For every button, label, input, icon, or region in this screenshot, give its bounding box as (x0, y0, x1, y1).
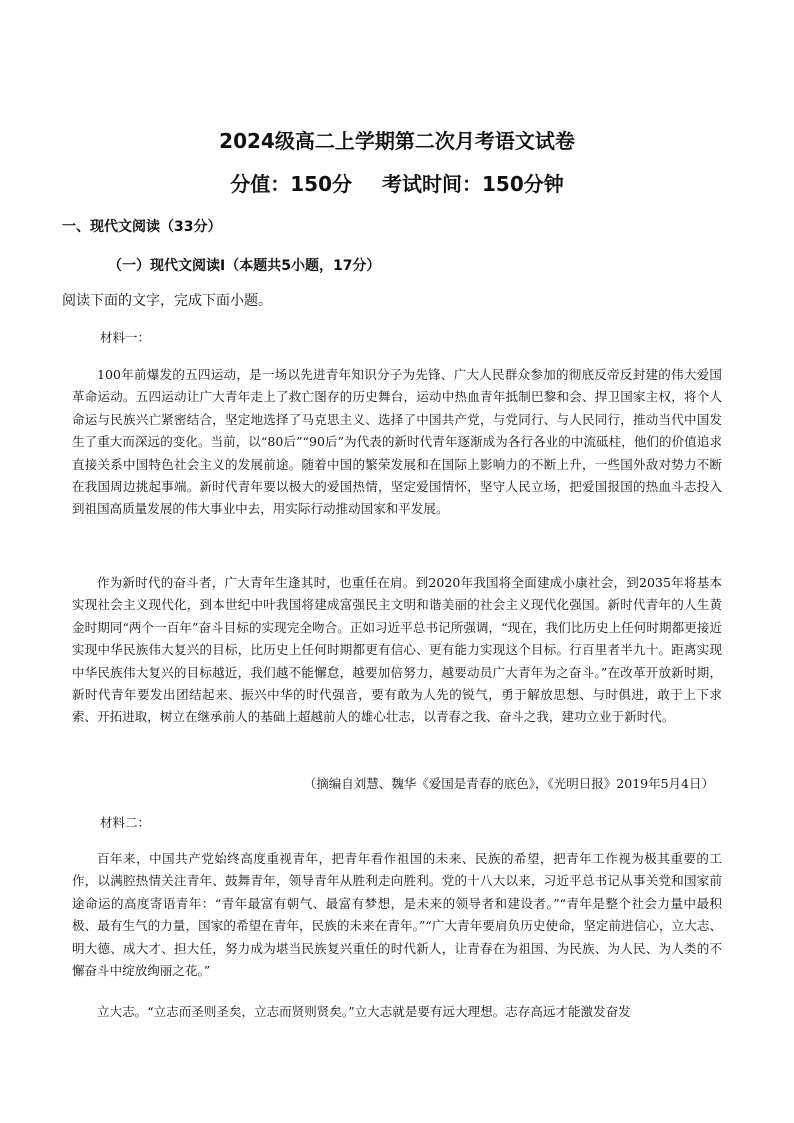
exam-title: 2024级高二上学期第二次月考语文试卷 (219, 129, 575, 153)
score-label: 分值：150分 (230, 172, 352, 196)
time-label: 考试时间：150分钟 (382, 172, 564, 196)
material-1-source: （摘编自刘慧、魏华《爱国是青春的底色》，《光明日报》2019年5月4日） (303, 776, 714, 791)
material-1-paragraph: 100年前爆发的五四运动，是一场以先进青年知识分子为先锋、广大人民群众参加的彻底反帝反封建的伟大爱国革命运动。五四运动让广大青年走上了救亡图存的历史舞台，运动中热血青年抵制巴黎和会、捍卫国家主权，将个人命运与民族兴亡紧密结合，坚定地选择了马克思主义、选择了中国共产党，与党同行、与人民同行，推动当代中国发生了重大而深远的变化。当前，以“80后”“90后”为代表的新时代青年逐渐成为各行各业的中流砥柱，他们的价值追求直接关系中国特色社会主义的发展前途。随着中国的繁荣发展和在国际上影响力的不断上升，一些国外敌对势力不断在我国周边挑起事端。新时代青年要以极大的爱国热情，坚定爱国情怀，坚守人民立场，把爱国报国的热血斗志投入到祖国高质量发展的伟大事业中去，用实际行动推动国家和平发展。 (72, 367, 722, 517)
material-2-label: 材料二： (100, 815, 151, 830)
exam-meta (0, 168, 794, 197)
sub-heading: （一）现代文阅读Ⅰ（本题共5小题，17分） (108, 258, 381, 274)
section-heading: 一、现代文阅读（33分） (62, 219, 222, 235)
material-2-paragraph: 百年来，中国共产党始终高度重视青年，把青年看作祖国的未来、民族的希望，把青年工作视为极其重要的工作，以满腔热情关注青年、鼓舞青年，领导青年从胜利走向胜利。党的十八大以来，习近平总书记从事关党和国家前途命运的高度寄语青年：“青年最富有朝气、最富有梦想，是未来的领导者和建设者。”“青年是整个社会力量中最积极、最有生气的力量，国家的希望在青年，民族的未来在青年。”“广大青年要肩负历史使命，坚定前进信心，立大志、明大德、成大才、担大任，努力成为堪当民族复兴重任的时代新人，让青春在为祖国、为民族、为人民、为人类的不懈奋斗中绽放绚丽之花。” (72, 851, 722, 979)
material-1-label: 材料一： (100, 330, 151, 345)
material-2-paragraph: 立大志。“立志而圣则圣矣，立志而贤则贤矣。”立大志就是要有远大理想。志存高远才能激发奋发 (97, 1004, 631, 1019)
material-1-paragraph: 作为新时代的奋斗者，广大青年生逢其时，也重任在肩。到2020年我国将全面建成小康社会，到2035年将基本实现社会主义现代化，到本世纪中叶我国将建成富强民主文明和谐美丽的社会主义现代化强国。新时代青年的人生黄金时期同“两个一百年”奋斗目标的实现完全吻合。正如习近平总书记所强调，“现在，我们比历史上任何时期都更接近实现中华民族伟大复兴的目标，比历史上任何时期都更有信心、更有能力实现这个目标。行百里者半九十。距离实现中华民族伟大复兴的目标越近，我们越不能懈怠，越要加倍努力，越要动员广大青年为之奋斗。”在改革开放新时期，新时代青年要发出团结起来、振兴中华的时代强音，要有敢为人先的锐气，勇于解放思想、与时俱进，敢于上下求索、开拓进取，树立在继承前人的基础上超越前人的雄心壮志，以青春之我、奋斗之我，建功立业于新时代。 (72, 575, 722, 725)
reading-instruction: 阅读下面的文字，完成下面小题。 (62, 293, 272, 309)
